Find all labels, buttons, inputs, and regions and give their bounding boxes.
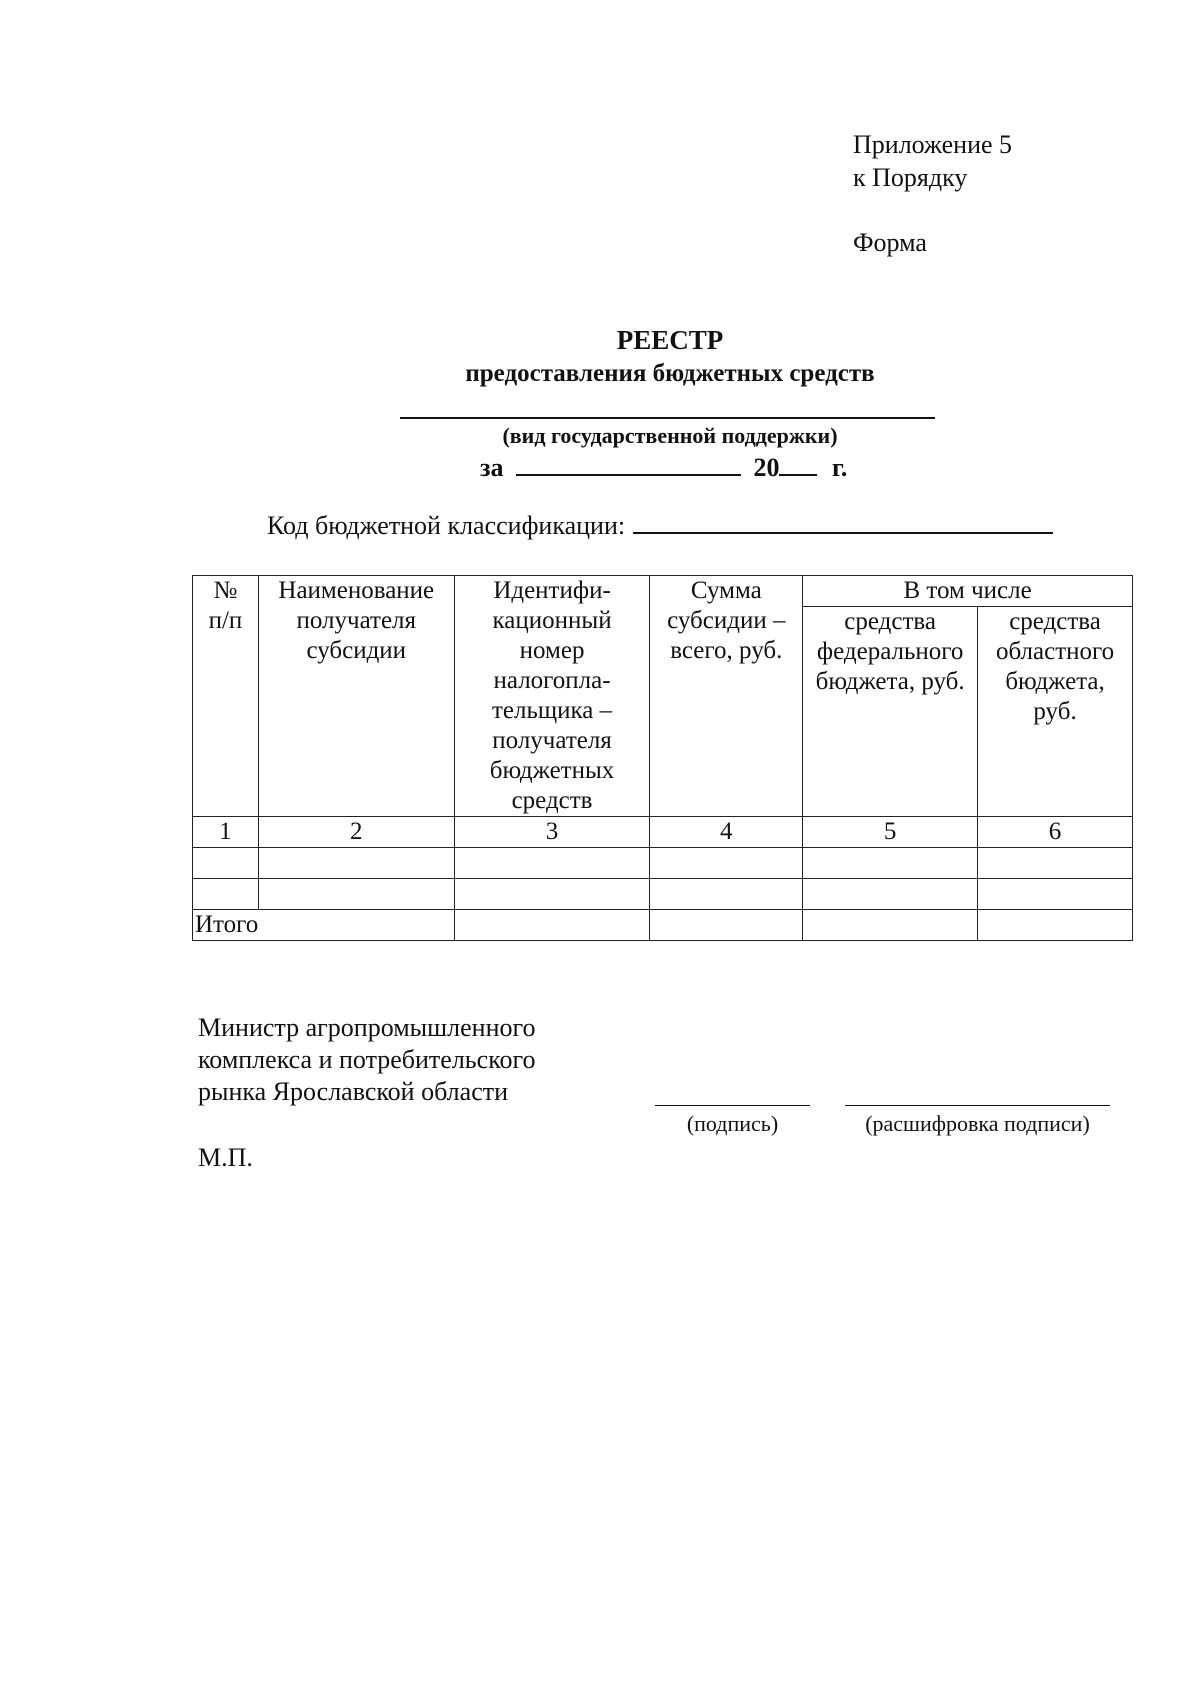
support-type-blank bbox=[400, 417, 935, 419]
column-number: 1 bbox=[193, 817, 259, 848]
appendix-line-2: к Порядку bbox=[853, 163, 968, 192]
appendix-note bbox=[853, 128, 1012, 194]
signer-line-2: комплекса и потребительского bbox=[198, 1045, 536, 1074]
appendix-line-1: Приложение 5 bbox=[853, 130, 1013, 159]
signer-title bbox=[198, 1012, 536, 1108]
period-line bbox=[480, 452, 847, 483]
header-name: Наименование получателя субсидии bbox=[258, 576, 454, 817]
kbk-line bbox=[267, 510, 1053, 541]
period-suffix: г. bbox=[831, 453, 848, 482]
header-num: № п/п bbox=[193, 576, 259, 817]
period-year-prefix: 20 bbox=[753, 453, 780, 482]
column-number: 5 bbox=[803, 817, 978, 848]
period-prefix: за bbox=[480, 453, 504, 482]
signature-line bbox=[655, 1105, 810, 1106]
kbk-label: Код бюджетной классификации: bbox=[267, 511, 626, 540]
header-sum: Сумма субсидии – всего, руб. bbox=[650, 576, 803, 817]
header-federal: средства федерального бюджета, руб. bbox=[803, 607, 978, 817]
stamp-label: М.П. bbox=[198, 1143, 253, 1172]
total-label: Итого bbox=[193, 910, 455, 941]
column-number: 6 bbox=[978, 817, 1133, 848]
column-number: 3 bbox=[454, 817, 650, 848]
signer-line-3: рынка Ярославской области bbox=[198, 1077, 509, 1106]
column-number-row bbox=[193, 817, 1133, 848]
signature-decoding-line bbox=[845, 1105, 1110, 1106]
column-number: 4 bbox=[650, 817, 803, 848]
document-title: РЕЕСТР bbox=[616, 325, 724, 355]
header-inn: Идентифи- кационный номер налогопла- тельщика – получателя бюджетных средств bbox=[454, 576, 650, 817]
table-row bbox=[193, 848, 1133, 879]
total-row bbox=[193, 910, 1133, 941]
support-type-caption: (вид государственной поддержки) bbox=[502, 423, 838, 448]
signer-line-1: Министр агропромышленного bbox=[198, 1013, 536, 1042]
year-blank bbox=[779, 452, 817, 476]
header-including: В том числе bbox=[803, 576, 1133, 607]
period-blank bbox=[516, 452, 741, 476]
column-number: 2 bbox=[258, 817, 454, 848]
signature-caption: (подпись) bbox=[686, 1111, 779, 1136]
signature-decoding-caption: (расшифровка подписи) bbox=[865, 1111, 1090, 1136]
table-row bbox=[193, 879, 1133, 910]
registry-table bbox=[192, 575, 1133, 941]
kbk-blank bbox=[633, 510, 1053, 534]
document-subtitle: предоставления бюджетных средств bbox=[465, 360, 875, 387]
header-regional: средства областного бюджета, руб. bbox=[978, 607, 1133, 817]
form-label: Форма bbox=[853, 228, 927, 257]
